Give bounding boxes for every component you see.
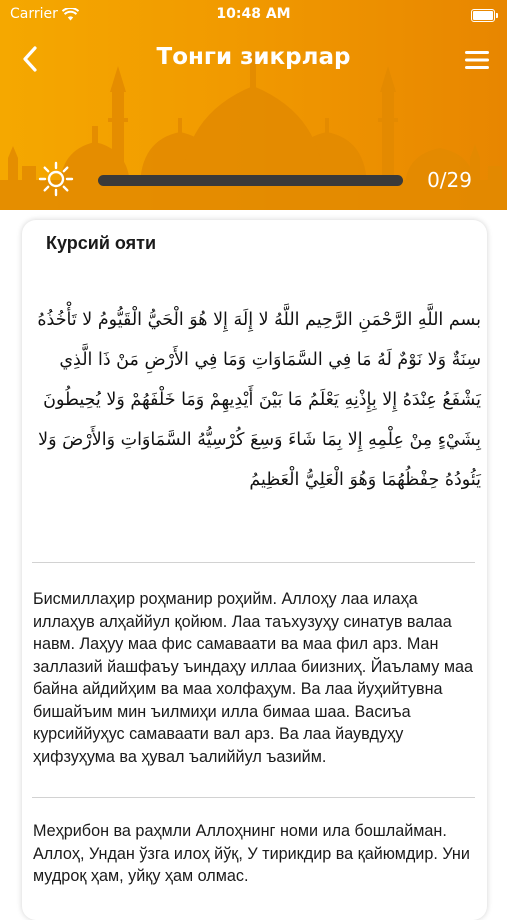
menu-button[interactable]: [461, 46, 493, 74]
theme-toggle-button[interactable]: [38, 161, 74, 197]
meaning-text: Меҳрибон ва раҳмли Аллоҳнинг номи ила бошлайман. Аллоҳ, Ундан ўзга илоҳ йўқ, У тирикдир ва қайюмдир. Уни мудроқ ҳам, уйқу ҳам олмас.: [33, 822, 470, 885]
arabic-text: بسم اللَّهِ الرَّحْمَنِ الرَّحِيم اللَّهُ لا إِلَهَ إِلا هُوَ الْحَيُّ الْقَيُّومُ لا تَأْخُذُهُ سِنَةٌ وَلا نَوْمٌ لَهُ مَا فِي السَّمَاوَاتِ وَمَا فِي الأَرْضِ مَنْ ذَا الَّذِي يَشْفَعُ عِنْدَهُ إِلا بِإِذْنِهِ يَعْلَمُ مَا بَيْنَ أَيْدِيهِمْ وَمَا خَلْفَهُمْ وَلا يُحِيطُونَ بِشَيْءٍ مِنْ عِلْمِهِ إِلا بِمَا شَاءَ وَسِعَ كُرْسِيُّهُ السَّمَاوَاتِ وَالأَرْضَ وَلا يَئُودُهُ حِفْظُهُمَا وَهُوَ الْعَلِيُّ الْعَظِيمُ: [37, 310, 481, 490]
divider: [32, 562, 475, 563]
battery-icon: [471, 9, 495, 22]
divider: [32, 797, 475, 798]
page-title: Тонги зикрлар: [156, 44, 351, 70]
status-bar: [0, 6, 507, 26]
hamburger-menu-icon: [461, 46, 493, 74]
progress-bar[interactable]: [98, 175, 403, 186]
progress-counter: 0/29: [427, 168, 472, 192]
carrier-label: Carrier: [10, 6, 58, 22]
clock: 10:48 AM: [216, 6, 291, 22]
dhikr-card: [22, 220, 487, 920]
card-title: Курсий ояти: [46, 233, 157, 253]
sun-icon: [38, 161, 74, 197]
header: [0, 0, 507, 210]
transliteration-text: Бисмиллаҳир роҳманир роҳийм. Аллоҳу лаа илаҳа иллаҳув алҳаййул қойюм. Лаа таъхузуҳу синатув валаа навм. Лаҳуу маа фис самаваати ва маа фил арз. Ман заллазий йашфаъу ъиндаҳу иллаа биизниҳ. Йаъламу маа байна айдийҳим ва маа холфаҳум. Ва лаа йуҳийтувна бишайъим мин ъилмиҳи илла бимаа шаа. Васиъа курсиййуҳус самаваати вал арз. Ва лаа йаувдуҳу ҳифзуҳума ва ҳувал ъалиййул ъазийм.: [33, 590, 473, 766]
